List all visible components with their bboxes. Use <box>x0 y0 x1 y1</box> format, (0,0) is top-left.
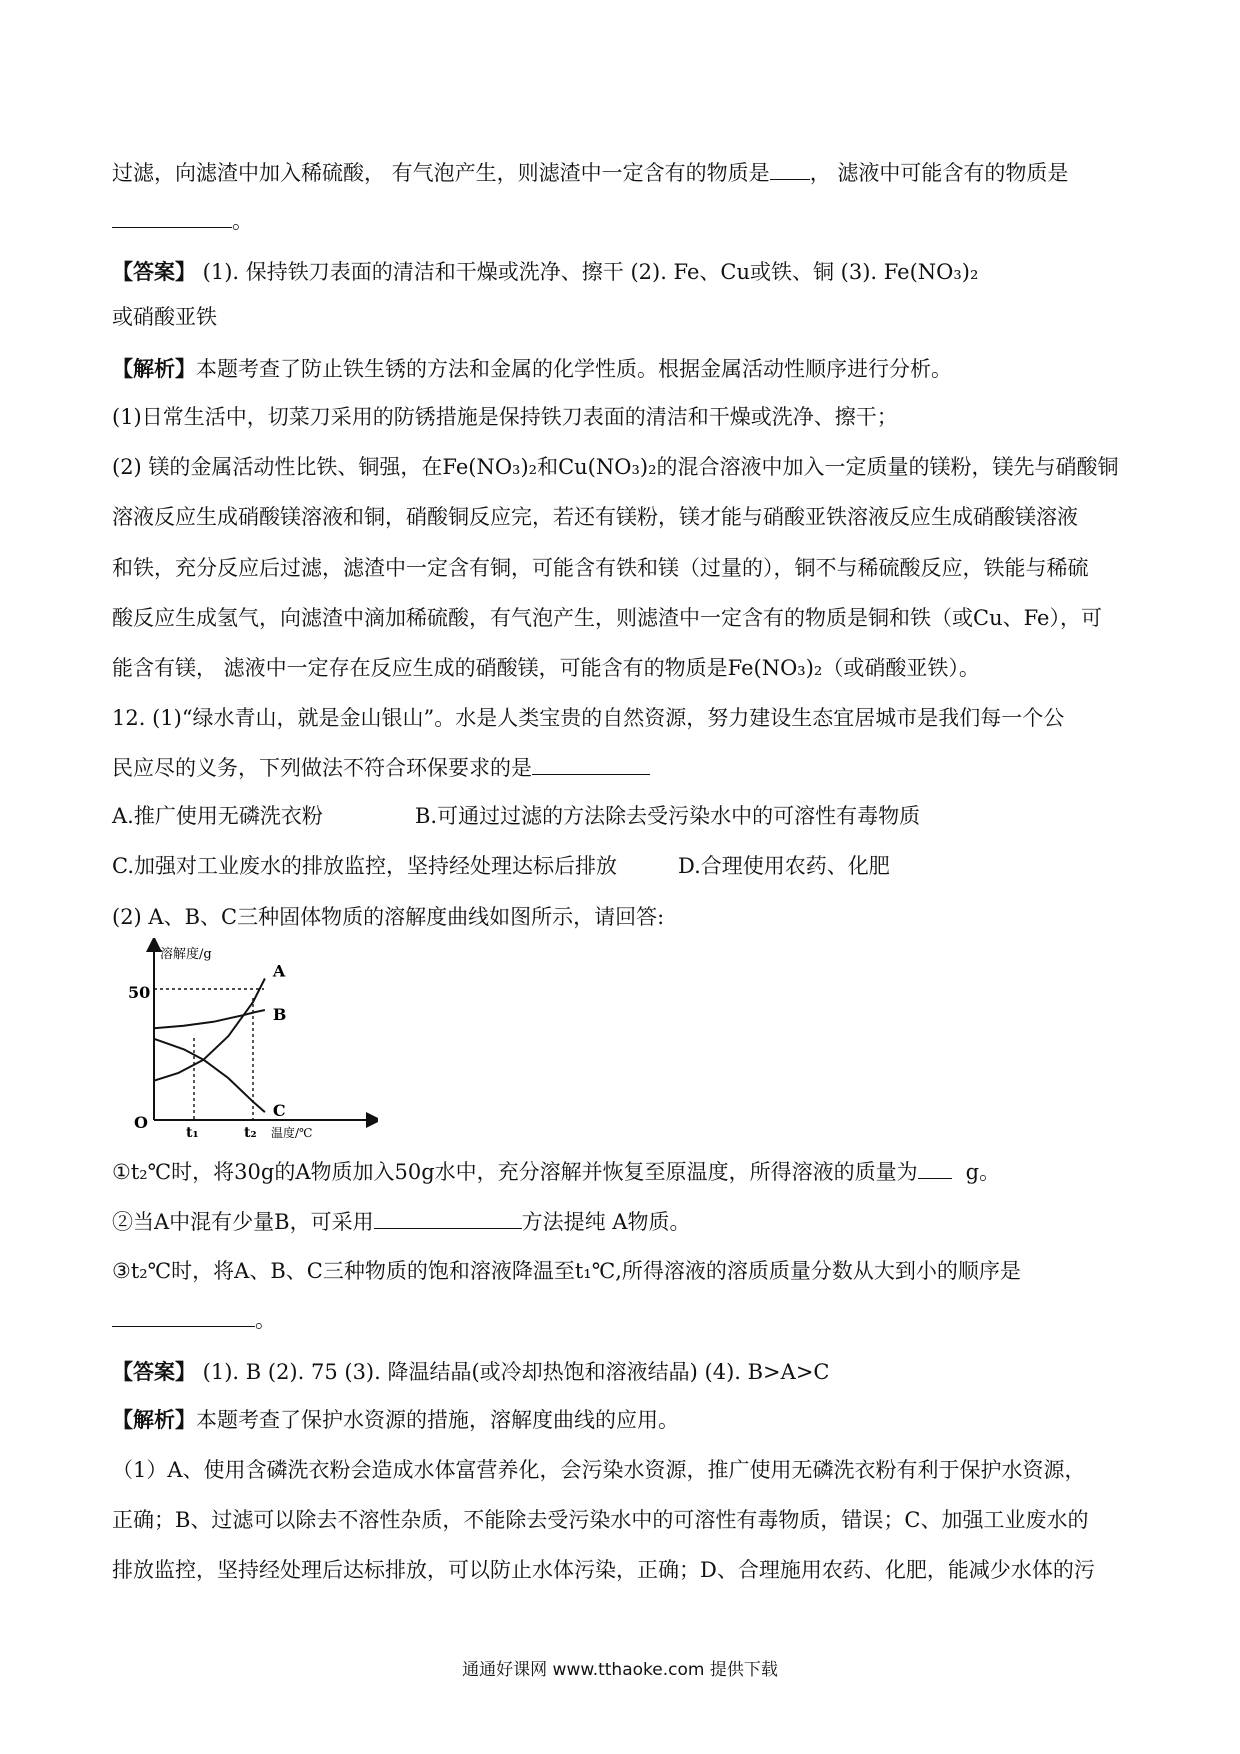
analysis-tag: 【解析】 <box>112 356 196 381</box>
q12-sub2-a: ②当A中混有少量B，可采用 <box>112 1210 374 1234</box>
analysis-2-l2: 正确；B、过滤可以除去不溶性杂质，不能除去受污染水中的可溶性有毒物质，错误；C、加强工业废水的 <box>112 1508 1089 1532</box>
q12-sub1-b: g。 <box>965 1160 1001 1184</box>
q12-sub2-b: 方法提纯 A物质。 <box>521 1210 691 1234</box>
answer-blank-4 <box>918 1156 952 1179</box>
option-c: C.加强对工业废水的排放监控，坚持经处理达标后排放 <box>112 854 617 878</box>
x-tick-label-t2: t₂ <box>244 1125 257 1138</box>
answer-blank-5 <box>374 1206 522 1229</box>
option-b: B.可通过过滤的方法除去受污染水中的可溶性有毒物质 <box>415 804 921 828</box>
x-axis-label: 温度/℃ <box>271 1126 313 1138</box>
q12-line2 <box>112 752 650 783</box>
q11-text-b: ， 滤液中可能含有的物质是 <box>809 161 1069 185</box>
q12-line2-text: 民应尽的义务，下列做法不符合环保要求的是 <box>112 756 532 780</box>
curve-a <box>154 979 265 1081</box>
q12-options-cd <box>112 851 890 881</box>
solubility-chart <box>128 938 378 1138</box>
x-tick-label-t1: t₁ <box>186 1125 199 1138</box>
page-footer: 通通好课网 www.tthaoke.com 提供下载 <box>462 1660 778 1680</box>
q12-sub2 <box>112 1206 690 1237</box>
analysis-text: 本题考查了防止铁生锈的方法和金属的化学性质。根据金属活动性顺序进行分析。 <box>196 357 952 381</box>
q12-sub1-a: ①t₂℃时，将30g的A物质加入50g水中，充分溶解并恢复至原温度，所得溶液的质量为 <box>112 1160 918 1184</box>
y-tick-label: 50 <box>128 983 151 1002</box>
answer-blank-1 <box>770 157 810 180</box>
q11-tail-line2 <box>112 205 253 236</box>
series-layer <box>154 962 286 1121</box>
y-axis-label: 溶解度/g <box>160 947 212 962</box>
q11-text-a: 过滤，向滤渣中加入稀硫酸， 有气泡产生，则滤渣中一定含有的物质是 <box>112 161 770 185</box>
analysis-2-line <box>112 1405 679 1435</box>
analysis-1-p2-l3: 和铁，充分反应后过滤，滤渣中一定含有铜，可能含有铁和镁（过量的），铜不与稀硫酸反应，铁能与稀硫 <box>112 556 1089 580</box>
option-a: A.推广使用无磷洗衣粉 <box>112 804 323 828</box>
analysis-text-2: 本题考查了保护水资源的措施，溶解度曲线的应用。 <box>196 1408 679 1432</box>
analysis-tag-2: 【解析】 <box>112 1407 196 1432</box>
series-label-c: C <box>272 1101 286 1121</box>
answer-text-2: (1). B (2). 75 (3). 降温结晶(或冷却热饱和溶液结晶) (4). B>A>C <box>196 1360 830 1384</box>
analysis-2-l3: 排放监控，坚持经处理后达标排放，可以防止水体污染，正确；D、合理施用农药、化肥，能减少水体的污 <box>112 1558 1095 1582</box>
q11-end: 。 <box>232 209 253 233</box>
analysis-1-line <box>112 354 952 384</box>
answer-2-line <box>112 1357 830 1387</box>
q12-sub3: ③t₂℃时，将A、B、C三种物质的饱和溶液降温至t₁℃,所得溶液的溶质质量分数从大到小的顺序是 <box>112 1259 1021 1283</box>
series-label-a: A <box>272 961 286 981</box>
answer-1-cont: 或硝酸亚铁 <box>112 305 217 329</box>
series-label-b: B <box>272 1005 287 1024</box>
q12-part2: (2) A、B、C三种固体物质的溶解度曲线如图所示，请回答: <box>112 905 665 929</box>
analysis-1-p1: (1)日常生活中，切菜刀采用的防锈措施是保持铁刀表面的清洁和干燥或洗净、擦干； <box>112 405 898 429</box>
analysis-1-p2-l1: (2) 镁的金属活动性比铁、铜强，在Fe(NO₃)₂和Cu(NO₃)₂的混合溶液中加入一定质量的镁粉，镁先与硝酸铜 <box>112 455 1119 479</box>
analysis-1-p2-l5: 能含有镁， 滤液中一定存在反应生成的硝酸镁，可能含有的物质是Fe(NO₃)₂（或硝酸亚铁）。 <box>112 656 980 680</box>
analysis-2-l1: （1）A、使用含磷洗衣粉会造成水体富营养化，会污染水资源，推广使用无磷洗衣粉有利于保护水资源， <box>112 1458 1086 1482</box>
q12-sub1 <box>112 1156 1000 1187</box>
answer-tag-2: 【答案】 <box>112 1359 196 1384</box>
answer-1-line <box>112 257 978 287</box>
curve-b <box>154 1010 265 1028</box>
analysis-1-p2-l2: 溶液反应生成硝酸镁溶液和铜，硝酸铜反应完，若还有镁粉，镁才能与硝酸亚铁溶液反应生成硝酸镁溶液 <box>112 505 1078 529</box>
answer-blank-2 <box>112 205 232 228</box>
q12-options-ab <box>112 801 921 831</box>
q12-line1: 12. (1)“绿水青山，就是金山银山”。水是人类宝贵的自然资源，努力建设生态宜居城市是我们每一个公 <box>112 706 1065 730</box>
q12-sub3-blank-line <box>112 1304 276 1335</box>
answer-blank-3 <box>532 752 650 775</box>
origin-label: O <box>134 1113 148 1132</box>
answer-blank-6 <box>112 1304 255 1327</box>
q11-tail-line1 <box>112 157 1068 188</box>
q12-sub3-end: 。 <box>255 1308 276 1332</box>
answer-tag: 【答案】 <box>112 259 196 284</box>
answer-text: (1). 保持铁刀表面的清洁和干燥或洗净、擦干 (2). Fe、Cu或铁、铜 (3). Fe(NO₃)₂ <box>196 260 979 284</box>
analysis-1-p2-l4: 酸反应生成氢气，向滤渣中滴加稀硫酸，有气泡产生，则滤渣中一定含有的物质是铜和铁（或Cu、Fe），可 <box>112 606 1102 630</box>
option-d: D.合理使用农药、化肥 <box>678 854 890 878</box>
